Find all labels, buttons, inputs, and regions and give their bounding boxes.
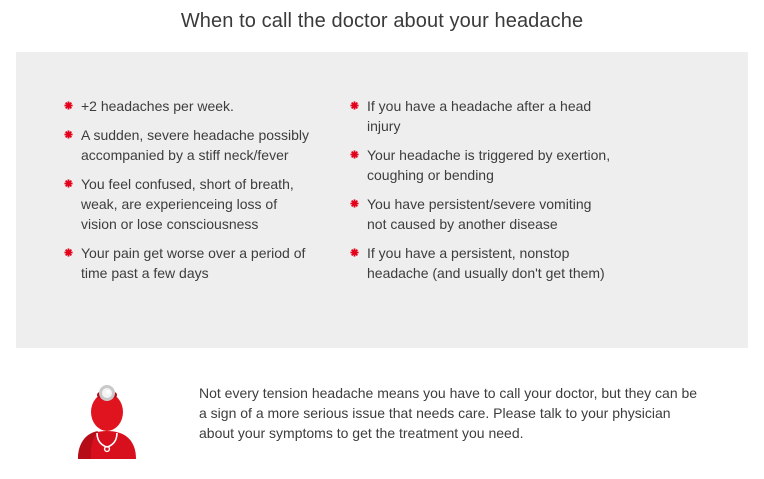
asterisk-bullet-icon — [64, 130, 73, 139]
list-item — [64, 125, 310, 165]
doctor-icon — [74, 381, 140, 463]
asterisk-bullet-icon — [64, 248, 73, 257]
asterisk-bullet-icon — [64, 179, 73, 188]
asterisk-bullet-icon — [64, 101, 73, 110]
list-item — [350, 243, 612, 283]
list-item-text: You have persistent/severe vomiting not caused by another disease — [367, 196, 592, 232]
page-title: When to call the doctor about your headache — [180, 10, 584, 32]
list-item-text: You feel confused, short of breath, weak, are experienceing loss of vision or lose consciousness — [81, 176, 294, 232]
list-item-text: If you have a headache after a head injury — [367, 98, 592, 134]
list-item-text: +2 headaches per week. — [81, 98, 234, 114]
list-item-text: A sudden, severe headache possibly accompanied by a stiff neck/fever — [81, 127, 310, 163]
list-item — [64, 174, 310, 234]
list-item — [350, 194, 612, 234]
asterisk-bullet-icon — [350, 199, 359, 208]
list-item — [64, 96, 310, 116]
warning-signs-panel — [16, 52, 748, 348]
list-item-text: Your headache is triggered by exertion, coughing or bending — [367, 147, 611, 183]
footer-note: Not every tension headache means you have to call your doctor, but they can be a sign of a more serious issue that needs care. Please talk to your physician about your symptoms to get the treatment you need. — [199, 385, 698, 441]
list-item — [64, 243, 310, 283]
list-item-text: Your pain get worse over a period of time past a few days — [81, 245, 306, 281]
warning-list-right — [350, 96, 612, 292]
asterisk-bullet-icon — [350, 248, 359, 257]
warning-list-left — [64, 96, 310, 292]
asterisk-bullet-icon — [350, 150, 359, 159]
asterisk-bullet-icon — [350, 101, 359, 110]
list-item — [350, 96, 612, 136]
list-item-text: If you have a persistent, nonstop headache (and usually don't get them) — [367, 245, 605, 281]
list-item — [350, 145, 612, 185]
